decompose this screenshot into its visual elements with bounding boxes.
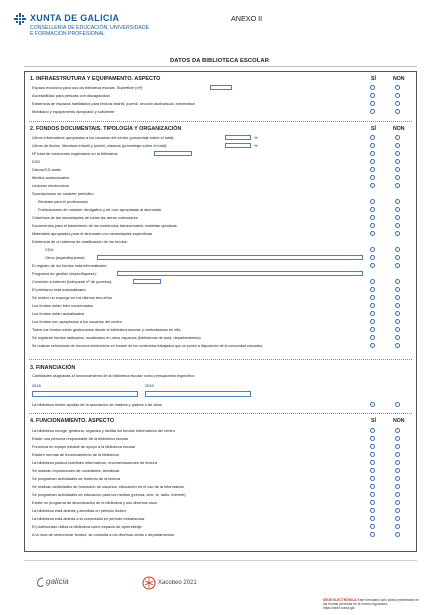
stamp-text-1: Este formulario sólo podrá presentarse en: [357, 598, 420, 602]
yes-radio[interactable]: [370, 436, 375, 441]
yes-radio[interactable]: [370, 492, 375, 497]
row-label: Todos los fondos están gestionados desde la biblioteca escolar y centralizados en ella: [32, 327, 181, 332]
budget-2018-input[interactable]: [32, 391, 138, 397]
form-row: [25, 311, 416, 318]
row-label: DVD: [32, 159, 41, 164]
row-label: Se registran fondos radicados, localizados en otros espacios (bibliotecas de aula, departamentos): [32, 335, 201, 340]
dept-line-1: CONSELLERÍA DE EDUCACIÓN, UNIVERSIDADE: [30, 25, 150, 31]
form-row: [25, 101, 416, 108]
row-label: La biblioteca recoge, gestiona, organiza y facilita los fondos informativos del centro: [32, 428, 175, 433]
form-row: [25, 402, 416, 409]
form-row: [25, 468, 416, 475]
no-radio[interactable]: [395, 436, 400, 441]
yes-radio[interactable]: [370, 460, 375, 465]
section-separator: [29, 413, 412, 414]
yes-radio[interactable]: [370, 215, 375, 220]
row-label: Existencia de espazos habilitados para lectura infantil, juvenil, sección audiovisual, informática: [32, 101, 195, 106]
no-radio[interactable]: [395, 199, 400, 204]
year-1-label: 2018: [32, 383, 41, 388]
section-separator: [29, 359, 412, 360]
yes-radio[interactable]: [370, 159, 375, 164]
no-radio[interactable]: [395, 524, 400, 529]
form-row: [25, 247, 416, 254]
row-label: Publicaciones de carácter divulgativo y de ocio apropiadas al alumnado: [38, 207, 162, 212]
form-row: [25, 85, 416, 92]
form-row: [25, 476, 416, 483]
form-row: [25, 151, 416, 158]
galicia-text: galicia: [46, 577, 69, 586]
management-program-input[interactable]: [117, 271, 363, 276]
no-header-1: NON: [393, 76, 405, 82]
row-label: Existencia de un sistema de clasificación de los fondos:: [32, 239, 128, 244]
yes-radio[interactable]: [370, 175, 375, 180]
no-radio[interactable]: [395, 279, 400, 284]
row-label: Se realizan actividades de formación de usuarios, educación en el uso de la información: [32, 484, 185, 489]
other-classification-input[interactable]: [97, 255, 363, 260]
yes-radio[interactable]: [370, 223, 375, 228]
annex-label: ANEXO II: [231, 14, 263, 23]
row-label: Accesibilidad para persoas con discapacidad: [32, 93, 110, 98]
yes-radio[interactable]: [370, 468, 375, 473]
yes-radio[interactable]: [370, 335, 375, 340]
row-label: Materiales apropiados para el alumnado con necesidades específicas: [32, 231, 153, 236]
title-divider: [24, 66, 417, 67]
yes-radio[interactable]: [370, 311, 375, 316]
row-label: La biblioteca está abierta a la comunidad en período extraescolar: [32, 516, 145, 521]
row-label: Los fondos son apropiados a los usuarios del centro: [32, 319, 122, 324]
form-row: [25, 199, 416, 206]
yes-radio[interactable]: [370, 109, 375, 114]
no-radio[interactable]: [395, 287, 400, 292]
no-radio[interactable]: [395, 295, 400, 300]
no-radio[interactable]: [395, 151, 400, 156]
galicia-swirl-icon: [36, 577, 45, 588]
row-label: Cobertura de las necesidades de todas las áreas curriculares: [32, 215, 138, 220]
section-4-heading: 4. FUNCIONAMIENTO. ASPECTO: [30, 418, 115, 424]
form-row: [25, 109, 416, 116]
form-row: [25, 255, 416, 262]
form-row: [25, 484, 416, 491]
form-row: [25, 391, 416, 398]
no-radio[interactable]: [395, 263, 400, 268]
yes-radio[interactable]: [370, 500, 375, 505]
no-radio[interactable]: [395, 532, 400, 537]
yes-radio[interactable]: [370, 327, 375, 332]
row-label: Se realizó un expurgo en los últimos tres años: [32, 295, 112, 300]
no-radio[interactable]: [395, 109, 400, 114]
yes-radio[interactable]: [370, 143, 375, 148]
internet-posts-input[interactable]: [133, 279, 161, 284]
no-radio[interactable]: [395, 460, 400, 465]
yes-radio[interactable]: [370, 524, 375, 529]
no-header-4: NON: [393, 418, 405, 424]
form-frame: [24, 71, 417, 552]
galicia-logo: [36, 575, 76, 591]
form-row: [25, 516, 416, 523]
dept-name: [30, 25, 149, 37]
yes-radio[interactable]: [370, 508, 375, 513]
row-label: Existen normas de funcionamiento de la biblioteca: [32, 452, 119, 457]
form-row: [25, 303, 416, 310]
no-radio[interactable]: [395, 143, 400, 148]
no-radio[interactable]: [395, 303, 400, 308]
yes-radio[interactable]: [370, 516, 375, 521]
no-radio[interactable]: [395, 516, 400, 521]
stamp-text-2: las formas previstas en la norma reguladora: [323, 602, 388, 606]
form-row: [25, 287, 416, 294]
row-label: Se realizan exposiciones de novedades, temáticas: [32, 468, 120, 473]
surface-input[interactable]: [210, 85, 232, 90]
no-radio[interactable]: [395, 452, 400, 457]
yes-radio[interactable]: [370, 151, 375, 156]
row-label: Se programan actividades de fomento de la lectura: [32, 476, 121, 481]
no-radio[interactable]: [395, 135, 400, 140]
no-radio[interactable]: [395, 428, 400, 433]
yes-radio[interactable]: [370, 295, 375, 300]
no-radio[interactable]: [395, 93, 400, 98]
no-radio[interactable]: [395, 319, 400, 324]
xunta-logo: [14, 13, 150, 55]
form-row: [25, 231, 416, 238]
yes-radio[interactable]: [370, 255, 375, 260]
yes-header-1: SÍ: [371, 76, 376, 82]
no-radio[interactable]: [395, 508, 400, 513]
no-radio[interactable]: [395, 335, 400, 340]
form-row: [25, 508, 416, 515]
yes-radio[interactable]: [370, 207, 375, 212]
form-row: [25, 191, 416, 198]
form-row: [25, 335, 416, 342]
form-row: [25, 223, 416, 230]
form-row: [25, 207, 416, 214]
row-label: CDU: [45, 247, 54, 252]
volumes-input[interactable]: [154, 151, 192, 156]
percent-sign: %: [254, 135, 258, 140]
yes-radio[interactable]: [370, 532, 375, 537]
no-radio[interactable]: [395, 101, 400, 106]
row-label: Funciona un equipo estable de apoyo a la biblioteca escolar: [32, 444, 136, 449]
yes-radio[interactable]: [370, 263, 375, 268]
form-row: [25, 183, 416, 190]
no-radio[interactable]: [395, 207, 400, 212]
row-label: Existe una persona responsable de la biblioteca escolar: [32, 436, 129, 441]
row-label: El profesorado utiliza la biblioteca como espacio de aprendizaje: [32, 524, 142, 529]
section-1-heading: 1. INFRAESTRUTURA Y EQUIPAMENTO. ASPECTO: [30, 76, 161, 82]
percent-sign: %: [254, 143, 258, 148]
no-radio[interactable]: [395, 311, 400, 316]
yes-radio[interactable]: [370, 85, 375, 90]
row-label: Otros (especifíquense):: [45, 255, 86, 260]
yes-header-2: SÍ: [371, 126, 376, 132]
row-label: Medios audiovisuales: [32, 175, 70, 180]
row-label: Libros de ficción, literatura infantil y juvenil, clásicos (porcentaje sobre el total):: [32, 143, 168, 148]
row-label: La biblioteca recibe ayudas de la asociación de madres y padres o de otros: [32, 402, 162, 407]
form-row: [25, 167, 416, 174]
year-2-label: 2019: [145, 383, 154, 388]
yes-radio[interactable]: [370, 303, 375, 308]
yes-radio[interactable]: [370, 231, 375, 236]
yes-radio[interactable]: [370, 428, 375, 433]
no-radio[interactable]: [395, 402, 400, 407]
doc-title: DATOS DA BIBLIOTECA ESCOLAR: [170, 58, 269, 64]
row-label: Mobiliario y equipamento apropiado y suficiente: [32, 109, 115, 114]
form-row: [25, 263, 416, 270]
yes-radio[interactable]: [370, 247, 375, 252]
form-row: [25, 460, 416, 467]
row-label: Se realizan selecciones de recursos electrónicos en función de los contenidos trabajados que se ponen a disposición de la comunidad educativa: [32, 344, 263, 348]
electronic-stamp: [323, 598, 435, 612]
yes-radio[interactable]: [370, 319, 375, 324]
form-row: [25, 295, 416, 302]
budget-2019-input[interactable]: [145, 391, 251, 397]
form-row: [25, 524, 416, 531]
row-label: Programa de gestión (especifíquese):: [32, 271, 97, 276]
fiction-pct-input[interactable]: [225, 143, 251, 148]
stamp-url[interactable]: https://sede.xunta.gal: [323, 606, 355, 610]
xacobeo-text: Xacobeo 2021: [158, 580, 197, 586]
yes-radio[interactable]: [370, 452, 375, 457]
section-separator: [29, 121, 412, 122]
row-label: A la hora de seleccionar fondos, se consulta a los diversos ciclos o departamentos: [32, 532, 175, 537]
form-row: [25, 215, 416, 222]
no-radio[interactable]: [395, 255, 400, 260]
no-radio[interactable]: [395, 215, 400, 220]
yes-radio[interactable]: [370, 343, 375, 348]
form-row: [25, 279, 416, 286]
row-label: Existe un programa de dinamización de la biblioteca y sus diversos usos: [32, 500, 157, 505]
no-radio[interactable]: [395, 500, 400, 505]
no-radio[interactable]: [395, 85, 400, 90]
section-2-heading: 2. FONDOS DOCUMENTAIS. TIPOLOGÍA Y ORGANIZACIÓN: [30, 126, 182, 132]
no-radio[interactable]: [395, 167, 400, 172]
no-radio[interactable]: [395, 247, 400, 252]
no-radio[interactable]: [395, 175, 400, 180]
form-row: [25, 93, 416, 100]
form-row: [25, 319, 416, 326]
no-radio[interactable]: [395, 492, 400, 497]
yes-radio[interactable]: [370, 287, 375, 292]
form-row: [25, 428, 416, 435]
no-radio[interactable]: [395, 343, 400, 348]
form-row: [25, 343, 416, 350]
no-radio[interactable]: [395, 444, 400, 449]
form-row: [25, 271, 416, 278]
no-radio[interactable]: [395, 223, 400, 228]
form-row: [25, 383, 416, 390]
row-label: Espazo exclusivo para uso da biblioteca escolar. Superficie (m²):: [32, 85, 144, 90]
row-label: El préstamo está automatizado: [32, 287, 86, 292]
yes-radio[interactable]: [370, 484, 375, 489]
no-radio[interactable]: [395, 476, 400, 481]
form-row: [25, 532, 416, 539]
row-label: Los fondos están bien conservados: [32, 303, 94, 308]
dept-line-2: E FORMACIÓN PROFESIONAL: [30, 31, 105, 37]
xacobeo-shell-icon: [142, 576, 156, 590]
yes-radio[interactable]: [370, 279, 375, 284]
form-row: [25, 159, 416, 166]
form-row: [25, 452, 416, 459]
yes-radio[interactable]: [370, 402, 375, 407]
row-label: Lectores electrónicos: [32, 183, 69, 188]
row-label: Los fondos están actualizados: [32, 311, 85, 316]
no-radio[interactable]: [395, 231, 400, 236]
no-radio[interactable]: [395, 468, 400, 473]
yes-radio[interactable]: [370, 199, 375, 204]
row-label: Suscripciones de carácter periódico: [32, 191, 94, 196]
form-row: [25, 143, 416, 150]
org-name: XUNTA DE GALICIA: [30, 13, 120, 23]
xunta-cross-icon: [14, 13, 26, 25]
xacobeo-logo: [140, 574, 210, 592]
row-label: La biblioteca publica boletines informativos, recomendaciones de lectura: [32, 460, 158, 465]
form-row: [25, 492, 416, 499]
yes-radio[interactable]: [370, 444, 375, 449]
stamp-title: SEDE ELECTRÓNICA: [323, 598, 357, 602]
row-label: Nº total de volúmenes registrados en la biblioteca:: [32, 151, 119, 156]
form-row: [25, 239, 416, 246]
no-radio[interactable]: [395, 183, 400, 188]
row-label: El registro de los fondos está informatizado: [32, 263, 107, 268]
form-row: [25, 135, 416, 142]
no-header-2: NON: [393, 126, 405, 132]
form-row: [25, 327, 416, 334]
form-row: [25, 175, 416, 182]
row-label: Cantidades asignadas al funcionamiento de la biblioteca escolar como presupuesto específico: [32, 373, 195, 378]
row-label: Documentos para el tratamiento de los contenidos transversales, materias optativas: [32, 223, 177, 228]
no-radio[interactable]: [395, 327, 400, 332]
row-label: Discos/CD audio: [32, 167, 61, 172]
row-label: Conexión a internet (indíquese nº de puestos):: [32, 279, 113, 284]
form-row: [25, 500, 416, 507]
no-radio[interactable]: [395, 484, 400, 489]
row-label: Se programan actividades de educación para los medios (prensa, cine, tv, radio, internet): [32, 492, 186, 497]
yes-radio[interactable]: [370, 93, 375, 98]
row-label: Libros informativos apropiados a los usuarios del centro (porcentaje sobre el total):: [32, 135, 175, 140]
row-label: La biblioteca está abierta y atendida en periodo lectivo: [32, 508, 126, 513]
form-row: [25, 373, 416, 380]
yes-header-4: SÍ: [371, 418, 376, 424]
footer-divider: [24, 560, 417, 561]
yes-radio[interactable]: [370, 183, 375, 188]
yes-radio[interactable]: [370, 135, 375, 140]
form-row: [25, 444, 416, 451]
no-radio[interactable]: [395, 159, 400, 164]
form-row: [25, 436, 416, 443]
informative-pct-input[interactable]: [225, 135, 251, 140]
row-label: Revistas para el profesorado: [38, 199, 88, 204]
yes-radio[interactable]: [370, 167, 375, 172]
yes-radio[interactable]: [370, 476, 375, 481]
section-3-heading: 3. FINANCIACIÓN: [30, 365, 76, 371]
yes-radio[interactable]: [370, 101, 375, 106]
